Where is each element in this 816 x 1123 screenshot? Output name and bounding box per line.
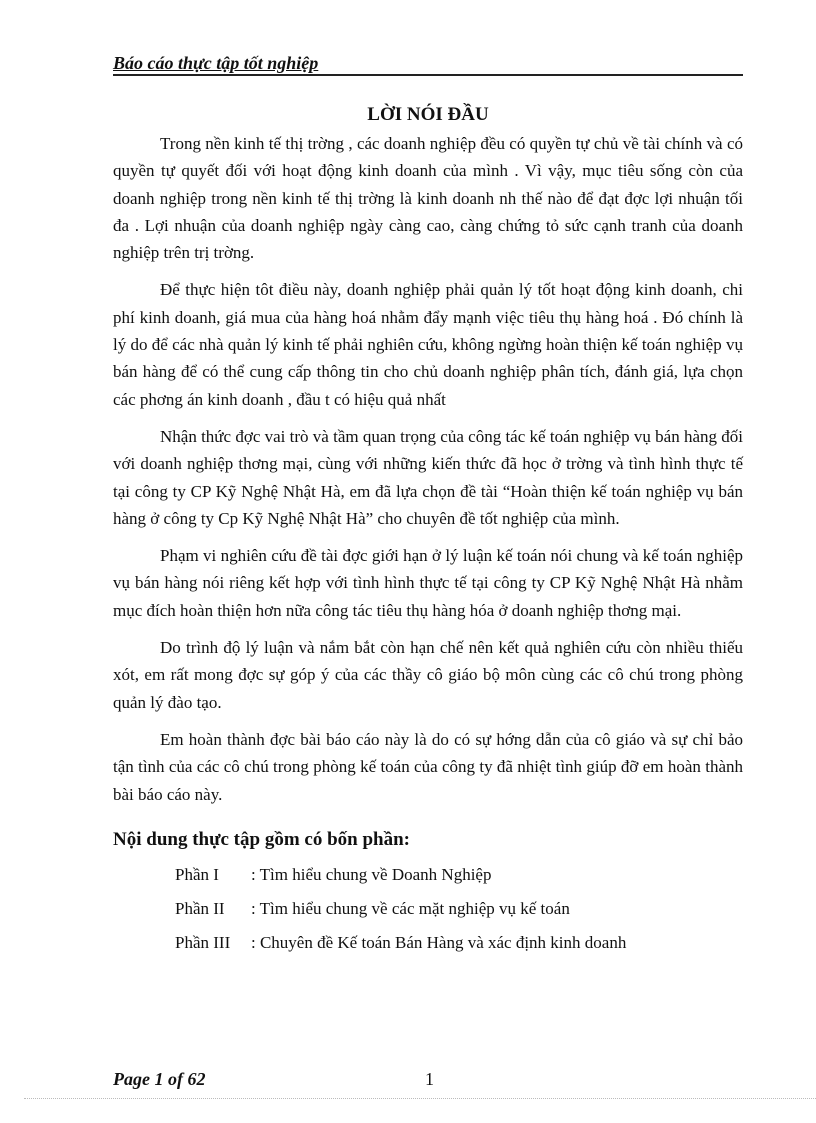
page-footer xyxy=(113,1066,743,1092)
part-item xyxy=(113,858,743,892)
part-text: : Tìm hiểu chung về Doanh Nghiệp xyxy=(251,864,492,884)
page-header xyxy=(113,52,743,76)
paragraph: Em hoàn thành đợc bài báo cáo này là do có sự hớng dẫn của cô giáo và sự chỉ bảo tận tình của các cô chú trong phòng kế toán của công ty đã nhiệt tình giúp đỡ em hoàn thành bài báo cáo này. xyxy=(113,729,743,804)
part-item xyxy=(113,892,743,926)
page-number: 1 xyxy=(425,1069,434,1089)
paragraph: Để thực hiện tôt điều này, doanh nghiệp phải quản lý tốt hoạt động kinh doanh, chi phí kinh doanh, giá mua của hàng hoá nhằm đẩy mạnh việc tiêu thụ hàng hoá . Đó chính là lý do để các nhà quản lý kinh tế phải nghiên cứu, không ngừng hoàn thiện kế toán nghiệp vụ bán hàng để có thể cung cấp thông tin cho chủ doanh nghiệp phân tích, đánh giá, lựa chọn các phơng án kinh doanh , đầu t có hiệu quả nhất xyxy=(113,280,743,409)
part-item xyxy=(113,926,743,960)
part-text: : Chuyên đề Kế toán Bán Hàng và xác định kinh doanh xyxy=(251,932,627,952)
document-title: LỜI NÓI ĐẦU xyxy=(367,104,489,125)
part-label: Phần III xyxy=(175,932,231,952)
section-heading: Nội dung thực tập gồm có bốn phần: xyxy=(113,828,410,850)
page-count-label: Page 1 of 62 xyxy=(113,1069,206,1089)
paragraph: Trong nền kinh tế thị trờng , các doanh nghiệp đều có quyền tự chủ về tài chính và có quyền tự quyết đối với hoạt động kinh doanh của mình . Vì vậy, mục tiêu sống còn của doanh nghiệp trong nền kinh tế thị trờng là kinh doanh nh thế nào để đạt đợc lợi nhuận tối đa . Lợi nhuận của doanh nghiệp ngày càng cao, càng chứng tỏ sức cạnh tranh của doanh nghiệp trên trị trờng. xyxy=(113,134,743,263)
part-label: Phần II xyxy=(175,898,225,918)
paragraph: Do trình độ lý luận và nắm bắt còn hạn chế nên kết quả nghiên cứu còn nhiều thiếu xót, em rất mong đợc sự góp ý của các thầy cô giáo bộ môn cùng các cô chú trong phòng quản lý đào tạo. xyxy=(113,638,743,712)
header-title: Báo cáo thực tập tốt nghiệp xyxy=(113,53,319,73)
page-edge-divider xyxy=(24,1098,816,1099)
part-text: : Tìm hiểu chung về các mặt nghiệp vụ kế toán xyxy=(251,898,570,918)
part-label: Phần I xyxy=(175,864,219,884)
paragraph: Nhận thức đợc vai trò và tầm quan trọng của công tác kế toán nghiệp vụ bán hàng đối với doanh nghiệp thơng mại, cùng với những kiến thức đã học ở trờng và tình hình thực tế tại công ty CP Kỹ Nghệ Nhật Hà, em đã lựa chọn đề tài “Hoàn thiện kế toán nghiệp vụ bán hàng ở công ty Cp Kỹ Nghệ Nhật Hà” cho chuyên đề tốt nghiệp của mình. xyxy=(113,426,743,528)
paragraph: Phạm vi nghiên cứu đề tài đợc giới hạn ở lý luận kế toán nói chung và kế toán nghiệp vụ bán hàng nói riêng kết hợp với tình hình thực tế tại công ty CP Kỹ Nghệ Nhật Hà nhằm mục đích hoàn thiện hơn nữa công tác tiêu thụ hàng hóa ở doanh nghiệp thơng mại. xyxy=(113,546,743,620)
document-body xyxy=(113,100,743,960)
